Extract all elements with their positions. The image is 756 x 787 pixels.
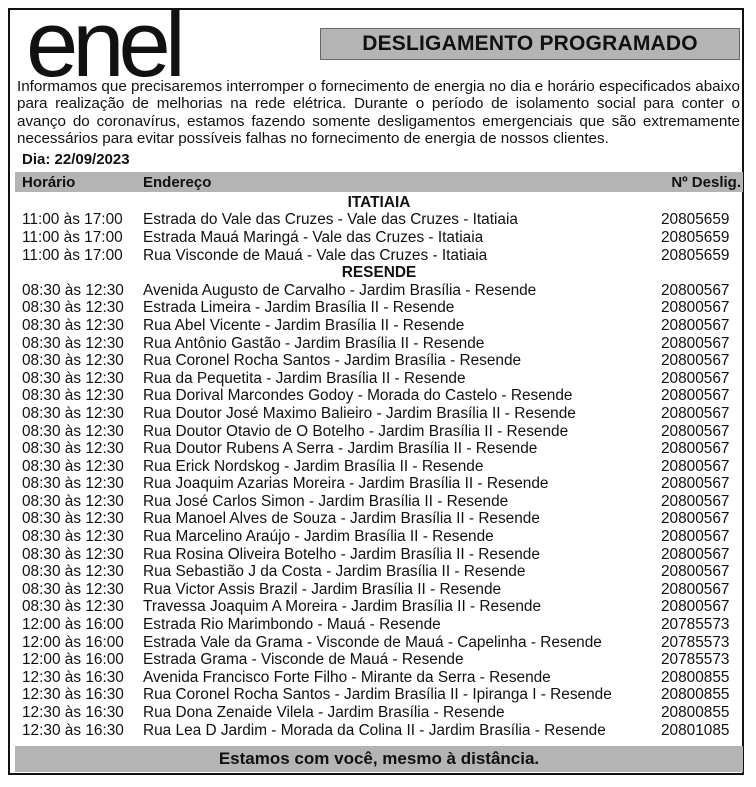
page-title: DESLIGAMENTO PROGRAMADO <box>320 28 740 60</box>
time-cell: 12:30 às 16:30 <box>22 704 124 722</box>
address-cell: Estrada Grama - Visconde de Mauá - Resende <box>143 651 464 669</box>
address-cell: Rua Lea D Jardim - Morada da Colina II - Jardim Brasília - Resende <box>143 721 606 739</box>
group-header: ITATIAIA <box>347 193 411 211</box>
address-cell: Rua Joaquim Azarias Moreira - Jardim Brasília II - Resende <box>143 475 549 493</box>
time-cell: 11:00 às 17:00 <box>22 246 123 264</box>
number-cell: 20800855 <box>661 686 730 704</box>
table-row <box>15 687 743 705</box>
number-cell: 20800567 <box>661 404 730 422</box>
table-row <box>15 352 743 370</box>
time-cell: 08:30 às 12:30 <box>22 563 124 581</box>
address-cell: Estrada Vale da Grama - Visconde de Mauá - Capelinha - Resende <box>143 633 602 651</box>
address-cell: Estrada Limeira - Jardim Brasília II - Resende <box>143 299 455 317</box>
number-cell: 20800567 <box>661 316 730 334</box>
schedule-table <box>15 172 743 739</box>
address-cell: Rua Visconde de Mauá - Vale das Cruzes - Itatiaia <box>143 246 488 264</box>
table-row <box>15 388 743 406</box>
address-cell: Rua Doutor Rubens A Serra - Jardim Brasília II - Resende <box>143 440 538 458</box>
table-row <box>15 581 743 599</box>
table-row <box>15 405 743 423</box>
table-row <box>15 423 743 441</box>
time-cell: 08:30 às 12:30 <box>22 492 124 510</box>
time-cell: 08:30 às 12:30 <box>22 475 124 493</box>
number-cell: 20800567 <box>661 475 730 493</box>
col-header-address: Endereço <box>143 173 212 191</box>
address-cell: Rua Dorival Marcondes Godoy - Morada do Castelo - Resende <box>143 387 573 405</box>
time-cell: 11:00 às 17:00 <box>22 211 123 229</box>
table-row <box>15 651 743 669</box>
time-cell: 12:30 às 16:30 <box>22 668 124 686</box>
table-row <box>15 511 743 529</box>
time-cell: 08:30 às 12:30 <box>22 422 124 440</box>
address-cell: Rua da Pequetita - Jardim Brasília II - Resende <box>143 369 466 387</box>
time-cell: 08:30 às 12:30 <box>22 510 124 528</box>
address-cell: Estrada Rio Marimbondo - Mauá - Resende <box>143 616 441 634</box>
number-cell: 20800567 <box>661 387 730 405</box>
enel-logo <box>26 6 216 82</box>
time-cell: 08:30 às 12:30 <box>22 404 124 422</box>
table-row <box>15 247 743 265</box>
time-cell: 12:00 às 16:00 <box>22 633 124 651</box>
table-row <box>15 599 743 617</box>
address-cell: Rua José Carlos Simon - Jardim Brasília II - Resende <box>143 492 509 510</box>
table-row <box>15 722 743 740</box>
table-row <box>15 440 743 458</box>
day-label: Dia: 22/09/2023 <box>22 151 130 168</box>
time-cell: 08:30 às 12:30 <box>22 528 124 546</box>
number-cell: 20785573 <box>661 651 730 669</box>
address-cell: Rua Victor Assis Brazil - Jardim Brasília II - Resende <box>143 580 502 598</box>
address-cell: Rua Doutor José Maximo Balieiro - Jardim Brasília II - Resende <box>143 404 576 422</box>
address-cell: Rua Sebastião J da Costa - Jardim Brasília II - Resende <box>143 563 526 581</box>
time-cell: 12:30 às 16:30 <box>22 686 124 704</box>
table-row <box>15 317 743 335</box>
time-cell: 08:30 às 12:30 <box>22 545 124 563</box>
address-cell: Estrada do Vale das Cruzes - Vale das Cruzes - Itatiaia <box>143 211 518 229</box>
footer-message: Estamos com você, mesmo à distância. <box>15 746 743 772</box>
number-cell: 20800567 <box>661 334 730 352</box>
number-cell: 20800567 <box>661 281 730 299</box>
number-cell: 20805659 <box>661 228 730 246</box>
time-cell: 08:30 às 12:30 <box>22 457 124 475</box>
table-row <box>15 616 743 634</box>
number-cell: 20800855 <box>661 668 730 686</box>
address-cell: Rua Dona Zenaide Vilela - Jardim Brasília - Resende <box>143 704 505 722</box>
number-cell: 20800567 <box>661 580 730 598</box>
number-cell: 20800567 <box>661 598 730 616</box>
number-cell: 20805659 <box>661 246 730 264</box>
number-cell: 20800567 <box>661 563 730 581</box>
address-cell: Travessa Joaquim A Moreira - Jardim Brasília II - Resende <box>143 598 542 616</box>
group-header: RESENDE <box>341 264 417 282</box>
table-row <box>15 370 743 388</box>
number-cell: 20800567 <box>661 352 730 370</box>
table-header <box>15 172 743 192</box>
time-cell: 08:30 às 12:30 <box>22 440 124 458</box>
number-cell: 20800567 <box>661 369 730 387</box>
address-cell: Rua Abel Vicente - Jardim Brasília II - Resende <box>143 316 465 334</box>
address-cell: Rua Antônio Gastão - Jardim Brasília II - Resende <box>143 334 485 352</box>
table-row <box>15 704 743 722</box>
number-cell: 20800567 <box>661 457 730 475</box>
address-cell: Avenida Augusto de Carvalho - Jardim Brasília - Resende <box>143 281 537 299</box>
number-cell: 20800567 <box>661 545 730 563</box>
col-header-time: Horário <box>22 173 76 191</box>
time-cell: 12:30 às 16:30 <box>22 721 124 739</box>
time-cell: 08:30 às 12:30 <box>22 387 124 405</box>
table-row <box>15 458 743 476</box>
col-header-number: Nº Deslig. <box>671 173 741 191</box>
number-cell: 20800855 <box>661 704 730 722</box>
table-row <box>15 476 743 494</box>
intro-paragraph: Informamos que precisaremos interromper o fornecimento de energia no dia e horário especificados abaixo para realização de melhorias na rede elétrica. Durante o período de isolamento social para conter o avanço do coronavírus, estamos fazendo somente desligamentos emergenciais que são extremamente necessários para evitar possíveis falhas no fornecimento de energia de nossos clientes. <box>17 78 740 147</box>
table-row <box>15 563 743 581</box>
table-row <box>15 493 743 511</box>
time-cell: 08:30 às 12:30 <box>22 281 124 299</box>
logo-text: enel <box>26 6 180 82</box>
time-cell: 12:00 às 16:00 <box>22 616 124 634</box>
number-cell: 20805659 <box>661 211 730 229</box>
number-cell: 20800567 <box>661 510 730 528</box>
table-row <box>15 634 743 652</box>
table-row <box>15 669 743 687</box>
address-cell: Rua Coronel Rocha Santos - Jardim Brasília - Resende <box>143 352 522 370</box>
table-body <box>15 194 743 739</box>
address-cell: Avenida Francisco Forte Filho - Mirante da Serra - Resende <box>143 668 551 686</box>
table-row <box>15 335 743 353</box>
number-cell: 20800567 <box>661 528 730 546</box>
address-cell: Rua Manoel Alves de Souza - Jardim Brasília II - Resende <box>143 510 540 528</box>
time-cell: 08:30 às 12:30 <box>22 598 124 616</box>
time-cell: 08:30 às 12:30 <box>22 334 124 352</box>
time-cell: 11:00 às 17:00 <box>22 228 123 246</box>
table-row <box>15 528 743 546</box>
table-row <box>15 282 743 300</box>
number-cell: 20785573 <box>661 616 730 634</box>
table-row <box>15 212 743 230</box>
time-cell: 08:30 às 12:30 <box>22 352 124 370</box>
time-cell: 08:30 às 12:30 <box>22 580 124 598</box>
table-row <box>15 300 743 318</box>
number-cell: 20800567 <box>661 440 730 458</box>
table-row <box>15 546 743 564</box>
address-cell: Rua Marcelino Araújo - Jardim Brasília II - Resende <box>143 528 494 546</box>
address-cell: Estrada Mauá Maringá - Vale das Cruzes - Itatiaia <box>143 228 484 246</box>
time-cell: 12:00 às 16:00 <box>22 651 124 669</box>
address-cell: Rua Doutor Otavio de O Botelho - Jardim Brasília II - Resende <box>143 422 569 440</box>
number-cell: 20785573 <box>661 633 730 651</box>
number-cell: 20800567 <box>661 422 730 440</box>
time-cell: 08:30 às 12:30 <box>22 369 124 387</box>
address-cell: Rua Erick Nordskog - Jardim Brasília II - Resende <box>143 457 484 475</box>
time-cell: 08:30 às 12:30 <box>22 299 124 317</box>
table-row <box>15 229 743 247</box>
number-cell: 20800567 <box>661 492 730 510</box>
number-cell: 20801085 <box>661 721 730 739</box>
address-cell: Rua Rosina Oliveira Botelho - Jardim Brasília II - Resende <box>143 545 540 563</box>
number-cell: 20800567 <box>661 299 730 317</box>
time-cell: 08:30 às 12:30 <box>22 316 124 334</box>
address-cell: Rua Coronel Rocha Santos - Jardim Brasília II - Ipiranga I - Resende <box>143 686 612 704</box>
